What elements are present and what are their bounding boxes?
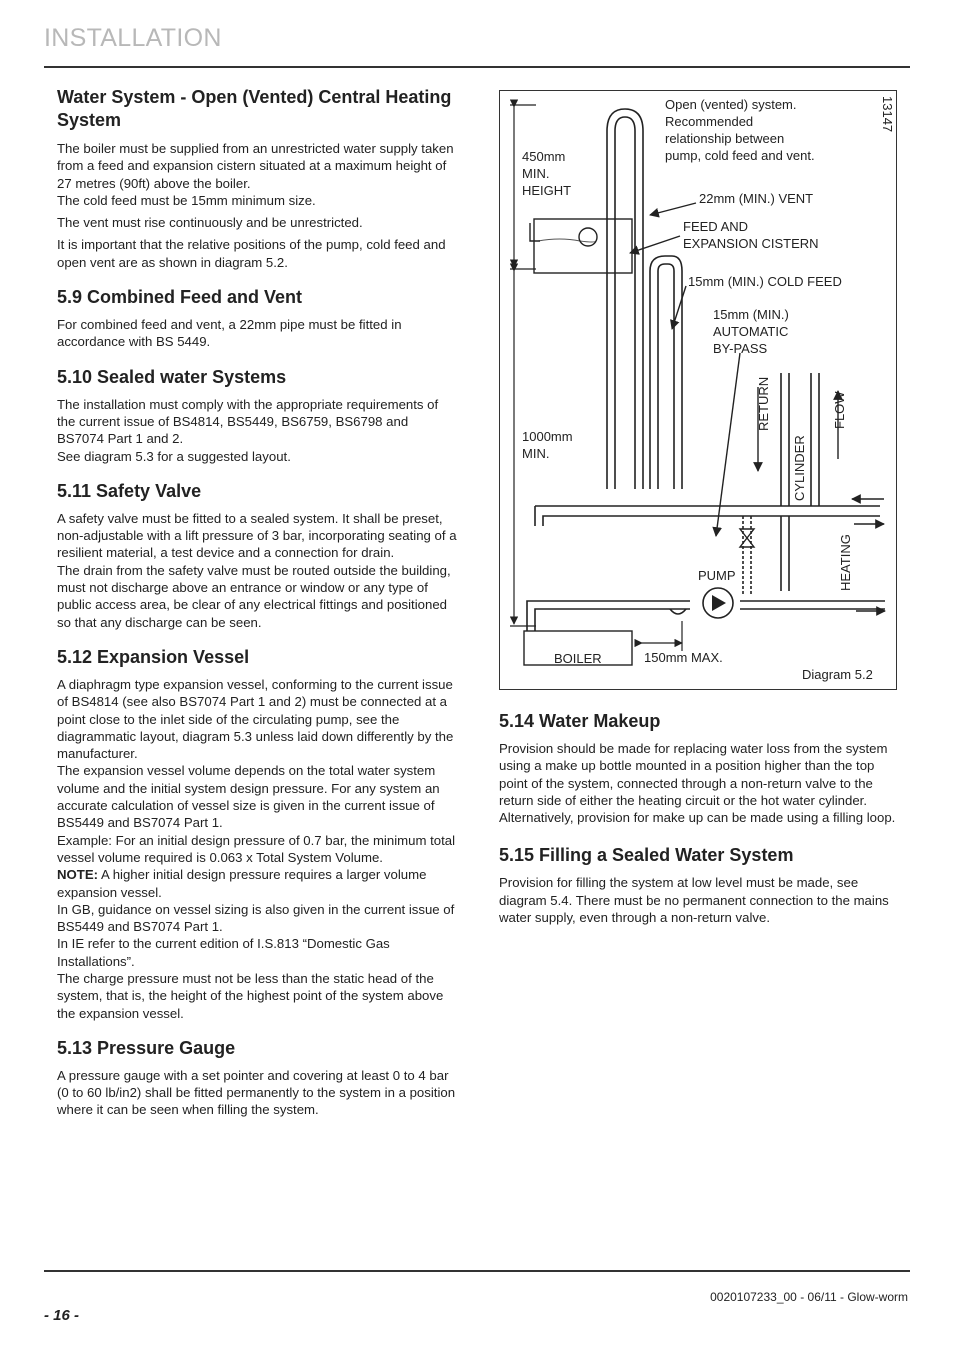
return-label: RETURN — [756, 376, 771, 431]
diagram-heading-line: relationship between — [665, 131, 785, 146]
paragraph: The installation must comply with the appropriate requirements of the current issue of BS4814, BS5449, BS6759, BS6798 and BS7074 Part 1 and 2. — [57, 396, 439, 447]
paragraph: See diagram 5.3 for a suggested layout. — [57, 448, 291, 464]
section-5-11 — [57, 480, 457, 631]
section-title: 5.13 Pressure Gauge — [57, 1037, 236, 1058]
flow-label: FLOW — [832, 391, 847, 429]
paragraph: In GB, guidance on vessel sizing is also given in the current issue of BS5449 and BS7074 Part 1. — [57, 901, 455, 935]
diagram-5-2 — [499, 90, 897, 690]
paragraph: The cold feed must be 15mm minimum size. — [57, 192, 316, 208]
paragraph: The boiler must be supplied from an unrestricted water supply taken from a feed and expansion cistern situated at a maximum height of 27 metres (90ft) above the boiler. — [57, 141, 454, 191]
cistern-label-line: FEED AND — [683, 219, 749, 234]
heating-label: HEATING — [838, 534, 853, 591]
footer-rule — [44, 1270, 910, 1272]
bypass-label-line: BY-PASS — [713, 341, 768, 356]
left-column — [57, 86, 457, 1134]
paragraph: A pressure gauge with a set pointer and covering at least 0 to 4 bar (0 to 60 lb/in2) shall be fitted permanently to the system in a position where it can be seen when filling the system. — [57, 1067, 456, 1118]
cylinder-label: CYLINDER — [792, 435, 807, 501]
paragraph: In IE refer to the current edition of I.S.813 “Domestic Gas Installations”. — [57, 936, 390, 969]
cistern-label-line: EXPANSION CISTERN — [683, 236, 819, 251]
note-paragraph — [57, 866, 457, 901]
note-label: NOTE: — [57, 867, 99, 883]
bypass-label-line: AUTOMATIC — [713, 324, 789, 339]
section-title: 5.10 Sealed water Systems — [57, 366, 287, 387]
max-150-label: 150mm MAX. — [644, 650, 723, 665]
header-rule — [44, 66, 910, 68]
section-title: 5.11 Safety Valve — [57, 480, 202, 501]
paragraph: Provision should be made for replacing water loss from the system using a make up bottle mounted in a position higher than the top point of the system, connected through a non-return valve to the return side of either the heating circuit or the hot water cylinder. Alternatively, provision for make up can be made using a filling loop. — [499, 741, 896, 826]
section-open-vented — [57, 86, 457, 271]
paragraph: For combined feed and vent, a 22mm pipe must be fitted in accordance with BS 5449. — [57, 317, 402, 350]
float-valve-icon — [579, 228, 597, 246]
section-5-13 — [57, 1037, 457, 1119]
min-1000-label-line: MIN. — [522, 446, 550, 461]
paragraph: The charge pressure must not be less than the static head of the system, that is, the height of the highest point of the system above the expansion vessel. — [57, 970, 444, 1021]
height-label-line: 450mm — [522, 149, 566, 164]
section-title: Water System - Open (Vented) Central Heating System — [57, 87, 452, 130]
pipework — [527, 109, 885, 631]
bypass-label-line: 15mm (MIN.) — [713, 307, 789, 322]
document-code: 0020107233_00 - 06/11 - Glow-worm — [710, 1290, 908, 1304]
diagram-caption: Diagram 5.2 — [802, 667, 873, 682]
paragraph: A diaphragm type expansion vessel, conforming to the current issue of BS4814 (see also BS7074 Part 1 and 2) must be connected at a point close to the inlet side of the circulating pump, see the diagrammatic layout, diagram 5.3 unless laid down differently by the manufacturer. — [57, 676, 454, 762]
feed-expansion-cistern — [534, 219, 632, 273]
section-5-15 — [499, 844, 897, 926]
right-column — [499, 710, 897, 941]
bypass-valve-icon — [740, 529, 754, 547]
pump-label: PUMP — [698, 568, 736, 583]
page-number: - 16 - — [44, 1307, 80, 1324]
vent-label: 22mm (MIN.) VENT — [699, 191, 814, 206]
paragraph: It is important that the relative positions of the pump, cold feed and open vent are as shown in diagram 5.2. — [57, 237, 446, 270]
section-title: 5.12 Expansion Vessel — [57, 646, 250, 667]
open-vented-system-diagram — [500, 91, 896, 689]
page-header-title: INSTALLATION — [44, 24, 222, 52]
height-label-line: HEIGHT — [522, 183, 572, 198]
diagram-heading-line: Recommended — [665, 114, 754, 129]
section-title: 5.14 Water Makeup — [499, 711, 661, 731]
min-1000-label-line: 1000mm — [522, 429, 573, 444]
section-5-9 — [57, 286, 457, 351]
section-5-14 — [499, 710, 897, 826]
paragraph: Example: For an initial design pressure of 0.7 bar, the minimum total vessel volume required is 0.063 x Total System Volume. — [57, 832, 456, 865]
section-5-12 — [57, 646, 457, 1022]
diagram-ref-number: 13147 — [880, 96, 895, 133]
cold-feed-label: 15mm (MIN.) COLD FEED — [688, 274, 842, 289]
paragraph: The drain from the safety valve must be routed outside the building, must not discharge above an entrance or window or any type of public access area, be clear of any electrical fittings and positioned so that any discharge can be seen. — [57, 562, 451, 630]
height-label-line: MIN. — [522, 166, 550, 181]
paragraph: The vent must rise continuously and be unrestricted. — [57, 215, 363, 231]
paragraph: A safety valve must be fitted to a sealed system. It shall be preset, non-adjustable with a lift pressure of 3 bar, incorporating seating of a resilient material, a test device and a connection for drain. — [57, 510, 457, 561]
section-5-10 — [57, 366, 457, 465]
note-text: A higher initial design pressure requires a larger volume expansion vessel. — [57, 867, 427, 900]
paragraph: Provision for filling the system at low level must be made, see diagram 5.4. There must be no permanent connection to the mains water supply, even through a non-return valve. — [499, 875, 889, 926]
section-title: 5.15 Filling a Sealed Water System — [499, 845, 794, 866]
diagram-heading-line: pump, cold feed and vent. — [665, 148, 815, 163]
diagram-heading-line: Open (vented) system. — [665, 97, 797, 112]
paragraph: The expansion vessel volume depends on the total water system volume and the initial system design pressure. For any system an accurate calculation of vessel size is given in the current issue of BS5449 and BS7074 Part 1. — [57, 763, 440, 831]
boiler-label: BOILER — [554, 651, 602, 666]
section-title: 5.9 Combined Feed and Vent — [57, 287, 303, 308]
